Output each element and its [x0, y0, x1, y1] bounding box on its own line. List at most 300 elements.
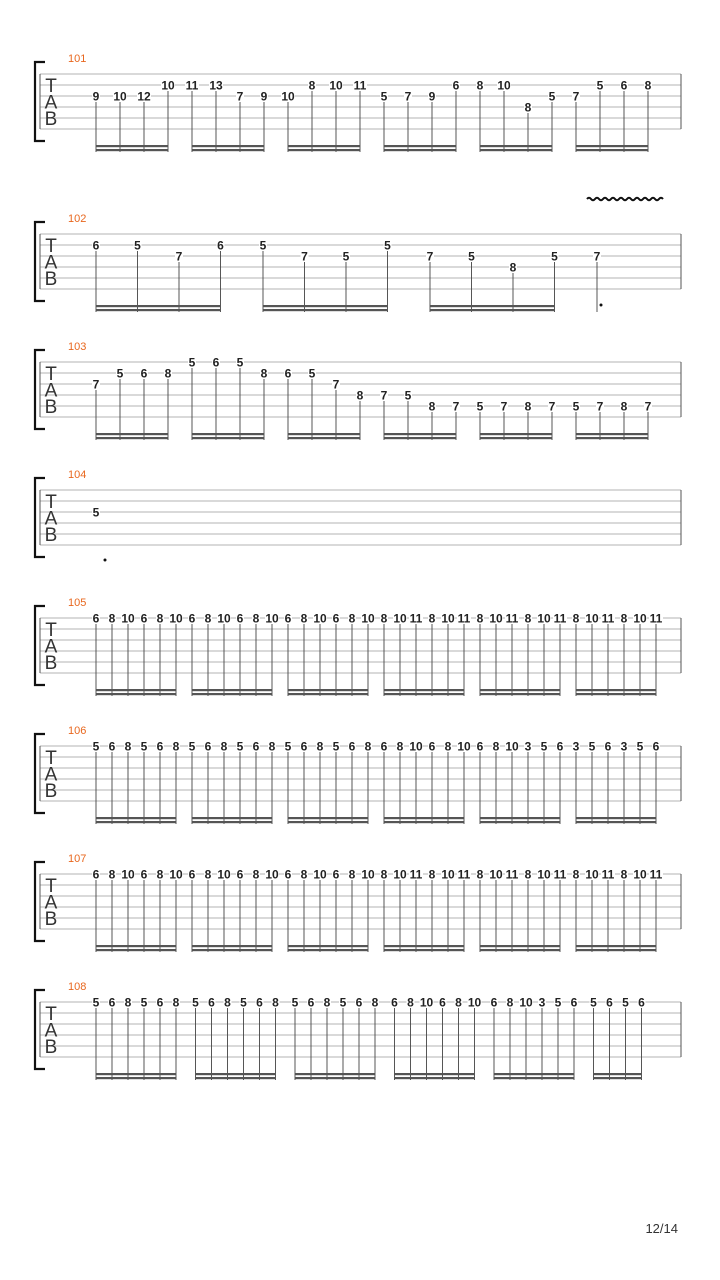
note-beam: [480, 145, 552, 147]
fret-number: 7: [404, 89, 412, 104]
fret-number: 10: [457, 739, 471, 754]
note-beam: [192, 821, 272, 823]
fret-number: 8: [572, 611, 580, 626]
note-beam: [192, 945, 272, 947]
note-beam: [96, 145, 168, 147]
rhythm-dot: [104, 559, 107, 562]
fret-number: 6: [307, 995, 315, 1010]
fret-number: 11: [553, 867, 567, 882]
tab-clef-letter: A: [44, 380, 58, 402]
fret-number: 8: [348, 611, 356, 626]
fret-number: 6: [620, 78, 628, 93]
note-beam: [576, 433, 648, 435]
fret-number: 5: [384, 238, 391, 253]
fret-number: 8: [308, 78, 316, 93]
note-beam: [480, 945, 560, 947]
fret-number: 7: [426, 249, 434, 264]
fret-number: 6: [284, 366, 292, 381]
fret-number: 8: [572, 867, 580, 882]
fret-number: 7: [644, 399, 652, 414]
note-beam: [576, 689, 656, 691]
note-beam: [384, 433, 456, 435]
fret-number: 5: [596, 78, 604, 93]
note-beam: [192, 145, 264, 147]
measure-number: 102: [68, 213, 87, 225]
fret-number: 5: [380, 89, 388, 104]
fret-number: 6: [212, 355, 220, 370]
fret-number: 8: [356, 388, 364, 403]
fret-number: 8: [124, 739, 132, 754]
note-beam: [395, 1077, 475, 1079]
fret-number: 5: [554, 995, 562, 1010]
fret-number: 7: [548, 399, 556, 414]
measure-number: 107: [68, 853, 87, 865]
fret-number: 7: [572, 89, 580, 104]
note-beam: [494, 1073, 574, 1075]
fret-number: 5: [140, 739, 148, 754]
fret-number: 6: [256, 995, 263, 1010]
fret-number: 5: [548, 89, 556, 104]
fret-number: 5: [240, 995, 247, 1010]
fret-number: 11: [409, 611, 423, 626]
fret-number: 10: [361, 867, 375, 882]
fret-number: 3: [524, 739, 532, 754]
fret-number: 10: [161, 78, 175, 93]
note-beam: [576, 817, 656, 819]
note-beam: [384, 145, 456, 147]
fret-number: 6: [556, 739, 564, 754]
note-beam: [295, 1077, 375, 1079]
fret-number: 5: [540, 739, 548, 754]
measure-number: 101: [68, 53, 87, 65]
fret-number: 10: [489, 867, 503, 882]
tab-clef-letter: T: [45, 1004, 57, 1025]
fret-number: 5: [291, 995, 299, 1010]
note-beam: [96, 693, 176, 695]
note-beam: [192, 689, 272, 691]
fret-number: 8: [300, 611, 308, 626]
note-beam: [192, 437, 264, 439]
note-beam: [288, 689, 368, 691]
fret-number: 9: [260, 89, 268, 104]
fret-number: 8: [124, 995, 132, 1010]
fret-number: 10: [121, 611, 135, 626]
fret-number: 8: [220, 739, 228, 754]
note-beam: [192, 433, 264, 435]
note-beam: [96, 949, 176, 951]
fret-number: 10: [329, 78, 343, 93]
note-beam: [288, 145, 360, 147]
fret-number: 10: [113, 89, 127, 104]
fret-number: 8: [252, 611, 260, 626]
fret-number: 7: [596, 399, 604, 414]
fret-number: 6: [638, 995, 645, 1010]
fret-number: 5: [236, 739, 244, 754]
fret-number: 8: [108, 867, 116, 882]
note-beam: [196, 1077, 276, 1079]
note-beam: [594, 1073, 642, 1075]
fret-number: 6: [188, 611, 196, 626]
fret-number: 8: [268, 739, 276, 754]
tab-clef-letter: A: [44, 252, 58, 274]
note-beam: [480, 821, 560, 823]
fret-number: 11: [601, 611, 615, 626]
fret-number: 6: [606, 995, 613, 1010]
note-beam: [192, 693, 272, 695]
fret-number: 6: [428, 739, 436, 754]
fret-number: 5: [572, 399, 580, 414]
fret-number: 8: [204, 611, 212, 626]
fret-number: 6: [284, 611, 292, 626]
note-beam: [96, 1073, 176, 1075]
fret-number: 6: [236, 867, 244, 882]
fret-number: 8: [348, 867, 356, 882]
measure-number: 108: [68, 981, 87, 993]
fret-number: 10: [419, 995, 434, 1010]
fret-number: 5: [342, 249, 350, 264]
fret-number: 5: [116, 366, 124, 381]
fret-number: 5: [339, 995, 347, 1010]
note-beam: [288, 817, 368, 819]
fret-number: 5: [551, 249, 558, 264]
note-beam: [196, 1073, 276, 1075]
fret-number: 5: [92, 995, 100, 1010]
fret-number: 8: [272, 995, 279, 1010]
fret-number: 5: [92, 739, 100, 754]
fret-number: 5: [308, 366, 316, 381]
fret-number: 5: [236, 355, 244, 370]
fret-number: 5: [636, 739, 644, 754]
note-beam: [96, 433, 168, 435]
note-beam: [384, 821, 464, 823]
fret-number: 6: [252, 739, 260, 754]
note-beam: [480, 817, 560, 819]
note-beam: [288, 433, 360, 435]
note-beam: [96, 821, 176, 823]
fret-number: 6: [476, 739, 484, 754]
fret-number: 6: [156, 995, 164, 1010]
tab-clef-letter: T: [45, 236, 57, 257]
note-beam: [480, 149, 552, 151]
fret-number: 11: [553, 611, 567, 626]
fret-number: 8: [620, 399, 628, 414]
rhythm-dot: [600, 304, 603, 307]
note-beam: [430, 305, 555, 307]
note-beam: [384, 693, 464, 695]
fret-number: 6: [439, 995, 446, 1010]
note-beam: [576, 821, 656, 823]
fret-number: 10: [441, 867, 455, 882]
measure-number: 105: [68, 597, 87, 609]
fret-number: 10: [217, 611, 231, 626]
fret-number: 7: [92, 377, 100, 392]
fret-number: 8: [428, 867, 436, 882]
fret-number: 8: [476, 867, 484, 882]
fret-number: 6: [604, 739, 612, 754]
fret-number: 10: [441, 611, 455, 626]
fret-number: 8: [444, 739, 452, 754]
note-beam: [494, 1077, 574, 1079]
tab-clef-letter: A: [44, 508, 58, 530]
fret-number: 6: [652, 739, 660, 754]
fret-number: 10: [313, 611, 327, 626]
note-beam: [384, 817, 464, 819]
fret-number: 10: [633, 867, 647, 882]
note-beam: [96, 309, 221, 311]
fret-number: 9: [428, 89, 436, 104]
tab-clef-letter: B: [44, 909, 58, 930]
note-beam: [576, 437, 648, 439]
note-beam: [96, 437, 168, 439]
tab-clef-letter: B: [44, 653, 58, 674]
fret-number: 8: [509, 260, 517, 275]
tab-clef-letter: T: [45, 620, 57, 641]
fret-number: 7: [500, 399, 508, 414]
fret-number: 11: [353, 78, 367, 93]
fret-number: 8: [364, 739, 372, 754]
note-beam: [576, 693, 656, 695]
fret-number: 8: [108, 611, 116, 626]
note-beam: [288, 945, 368, 947]
fret-number: 5: [468, 249, 475, 264]
fret-number: 6: [140, 611, 148, 626]
tab-clef-letter: B: [44, 1037, 58, 1058]
tab-clef-letter: T: [45, 876, 57, 897]
note-beam: [480, 693, 560, 695]
fret-number: 11: [457, 867, 471, 882]
fret-number: 10: [393, 867, 407, 882]
fret-number: 6: [490, 995, 498, 1010]
fret-number: 7: [452, 399, 460, 414]
fret-number: 10: [537, 867, 551, 882]
fret-number: 3: [538, 995, 546, 1010]
fret-number: 9: [92, 89, 100, 104]
note-beam: [480, 433, 552, 435]
fret-number: 8: [644, 78, 652, 93]
note-beam: [384, 949, 464, 951]
fret-number: 8: [620, 867, 628, 882]
note-beam: [430, 309, 555, 311]
fret-number: 6: [236, 611, 244, 626]
fret-number: 8: [396, 739, 404, 754]
fret-number: 13: [209, 78, 223, 93]
fret-number: 5: [192, 995, 199, 1010]
fret-number: 10: [281, 89, 295, 104]
fret-number: 10: [585, 867, 599, 882]
measure-number: 104: [68, 469, 87, 481]
tab-clef-letter: T: [45, 76, 57, 97]
note-beam: [263, 305, 388, 307]
note-beam: [96, 817, 176, 819]
fret-number: 5: [259, 238, 267, 253]
note-beam: [96, 149, 168, 151]
fret-number: 6: [140, 867, 148, 882]
fret-number: 8: [172, 995, 180, 1010]
note-beam: [384, 689, 464, 691]
fret-number: 10: [169, 867, 183, 882]
fret-number: 6: [332, 611, 340, 626]
note-beam: [384, 149, 456, 151]
fret-number: 5: [188, 355, 196, 370]
fret-number: 10: [265, 611, 279, 626]
fret-number: 11: [601, 867, 615, 882]
fret-number: 8: [204, 867, 212, 882]
tab-clef-letter: A: [44, 636, 58, 658]
fret-number: 5: [476, 399, 484, 414]
fret-number: 7: [175, 249, 183, 264]
fret-number: 11: [649, 611, 663, 626]
fret-number: 8: [524, 867, 532, 882]
fret-number: 6: [570, 995, 578, 1010]
note-beam: [480, 689, 560, 691]
note-beam: [263, 309, 388, 311]
tab-clef-letter: T: [45, 364, 57, 385]
fret-number: 12: [137, 89, 151, 104]
note-beam: [594, 1077, 642, 1079]
fret-number: 11: [505, 867, 519, 882]
tab-clef-letter: B: [44, 781, 58, 802]
fret-number: 8: [316, 739, 324, 754]
fret-number: 8: [476, 78, 484, 93]
fret-number: 5: [332, 739, 340, 754]
fret-number: 10: [361, 611, 375, 626]
fret-number: 8: [164, 366, 172, 381]
fret-number: 5: [188, 739, 196, 754]
fret-number: 8: [524, 611, 532, 626]
note-beam: [192, 949, 272, 951]
fret-number: 6: [92, 867, 100, 882]
fret-number: 7: [236, 89, 244, 104]
fret-number: 11: [649, 867, 663, 882]
fret-number: 3: [572, 739, 580, 754]
fret-number: 6: [452, 78, 460, 93]
fret-number: 8: [524, 399, 532, 414]
fret-number: 7: [593, 249, 601, 264]
fret-number: 5: [134, 238, 141, 253]
fret-number: 10: [633, 611, 647, 626]
fret-number: 8: [252, 867, 260, 882]
fret-number: 5: [622, 995, 629, 1010]
fret-number: 6: [204, 739, 212, 754]
fret-number: 6: [391, 995, 398, 1010]
note-beam: [288, 437, 360, 439]
note-beam: [288, 149, 360, 151]
tab-clef-letter: T: [45, 492, 57, 513]
tab-clef-letter: A: [44, 1020, 58, 1042]
fret-number: 6: [300, 739, 308, 754]
fret-number: 6: [332, 867, 340, 882]
fret-number: 6: [380, 739, 388, 754]
fret-number: 7: [301, 249, 308, 264]
note-beam: [288, 949, 368, 951]
fret-number: 8: [524, 100, 532, 115]
fret-number: 10: [169, 611, 183, 626]
fret-number: 10: [537, 611, 551, 626]
fret-number: 5: [588, 739, 596, 754]
fret-number: 11: [457, 611, 471, 626]
note-beam: [384, 437, 456, 439]
fret-number: 10: [393, 611, 407, 626]
fret-number: 6: [355, 995, 363, 1010]
note-beam: [96, 945, 176, 947]
fret-number: 5: [590, 995, 597, 1010]
fret-number: 10: [121, 867, 135, 882]
fret-number: 10: [489, 611, 503, 626]
fret-number: 11: [505, 611, 519, 626]
fret-number: 8: [492, 739, 500, 754]
fret-number: 5: [404, 388, 412, 403]
fret-number: 8: [476, 611, 484, 626]
note-beam: [96, 305, 221, 307]
tab-clef-letter: B: [44, 397, 58, 418]
fret-number: 8: [156, 867, 164, 882]
tab-clef-letter: B: [44, 525, 58, 546]
fret-number: 6: [92, 238, 100, 253]
note-beam: [96, 689, 176, 691]
fret-number: 8: [407, 995, 414, 1010]
tab-clef-letter: B: [44, 269, 58, 290]
fret-number: 8: [260, 366, 268, 381]
fret-number: 10: [217, 867, 231, 882]
tab-clef-letter: A: [44, 92, 58, 114]
tab-clef-letter: T: [45, 748, 57, 769]
fret-number: 6: [208, 995, 215, 1010]
fret-number: 11: [185, 78, 199, 93]
fret-number: 8: [172, 739, 180, 754]
note-beam: [295, 1073, 375, 1075]
fret-number: 10: [505, 739, 519, 754]
fret-number: 8: [428, 399, 436, 414]
fret-number: 10: [265, 867, 279, 882]
fret-number: 6: [92, 611, 100, 626]
tab-clef-letter: A: [44, 764, 58, 786]
measure-number: 103: [68, 341, 87, 353]
note-beam: [576, 149, 648, 151]
fret-number: 8: [300, 867, 308, 882]
fret-number: 8: [620, 611, 628, 626]
fret-number: 6: [108, 995, 116, 1010]
fret-number: 6: [140, 366, 148, 381]
fret-number: 8: [156, 611, 164, 626]
note-beam: [576, 949, 656, 951]
fret-number: 3: [620, 739, 628, 754]
note-beam: [384, 945, 464, 947]
fret-number: 8: [455, 995, 462, 1010]
fret-number: 10: [409, 739, 423, 754]
note-beam: [480, 437, 552, 439]
fret-number: 10: [313, 867, 327, 882]
fret-number: 8: [224, 995, 231, 1010]
tab-clef-letter: B: [44, 109, 58, 130]
fret-number: 10: [467, 995, 482, 1010]
fret-number: 8: [380, 867, 388, 882]
fret-number: 8: [428, 611, 436, 626]
fret-number: 6: [156, 739, 164, 754]
fret-number: 8: [380, 611, 388, 626]
fret-number: 6: [108, 739, 116, 754]
note-beam: [288, 693, 368, 695]
fret-number: 8: [371, 995, 379, 1010]
note-beam: [395, 1073, 475, 1075]
fret-number: 8: [506, 995, 514, 1010]
note-beam: [192, 817, 272, 819]
fret-number: 6: [217, 238, 224, 253]
fret-number: 6: [188, 867, 196, 882]
note-beam: [192, 149, 264, 151]
fret-number: 7: [332, 377, 340, 392]
vibrato-mark: [587, 198, 663, 201]
fret-number: 5: [140, 995, 148, 1010]
